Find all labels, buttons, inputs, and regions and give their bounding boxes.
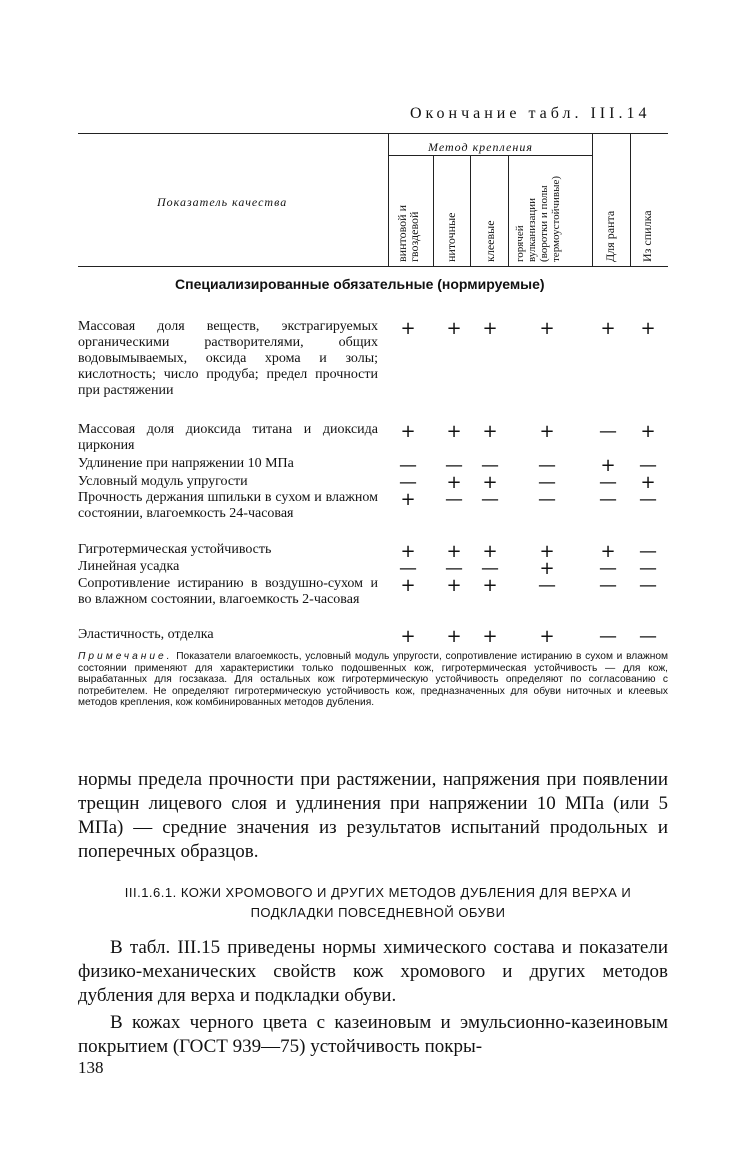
table-cell-mark: —	[399, 455, 417, 476]
row-label: Сопротивление истиранию в воздушно-сухом и во влажном состоянии, влагоемкость 2-часовая	[78, 576, 378, 607]
table-cell-mark: +	[482, 472, 498, 493]
table-caption: Окончание табл. III.14	[410, 105, 651, 122]
table-cell-mark: —	[599, 575, 617, 596]
table-header-bottom-rule	[78, 266, 668, 267]
method-group-header: Метод крепления	[428, 140, 533, 154]
table-cell-mark: +	[482, 626, 498, 647]
table-cell-mark: +	[600, 455, 616, 476]
section-title: Специализированные обязательные (нормируемые)	[175, 276, 545, 292]
column-header: Из спилка	[640, 210, 654, 262]
table-cell-mark: +	[482, 541, 498, 562]
row-label: Прочность держания шпильки в сухом и влажном состоянии, влагоемкость 24-часовая	[78, 490, 378, 521]
table-cell-mark: +	[400, 626, 416, 647]
table-cell-mark: +	[600, 541, 616, 562]
table-cell-mark: +	[640, 421, 656, 442]
table-cell-mark: —	[639, 626, 657, 647]
table-cell-mark: —	[639, 455, 657, 476]
column-header: горячей вулканизации (воротки и полы термоустойчивые)	[514, 175, 562, 262]
method-group-rule	[388, 155, 592, 156]
table-cell-mark: —	[538, 489, 556, 510]
table-cell-mark: +	[446, 541, 462, 562]
table-cell-mark: —	[599, 421, 617, 442]
paragraph: В табл. III.15 приведены нормы химического состава и показатели физико-механических свойств кож хромового и других методов дубления для верха и подкладки обуви.	[78, 937, 668, 1006]
table-cell-mark: —	[538, 455, 556, 476]
table-cell-mark: +	[482, 318, 498, 339]
table-cell-mark: +	[640, 472, 656, 493]
section-heading: III.1.6.1. КОЖИ ХРОМОВОГО И ДРУГИХ МЕТОДОВ ДУБЛЕНИЯ ДЛЯ ВЕРХА И ПОДКЛАДКИ ПОВСЕДНЕВНОЙ ОБУВИ	[124, 885, 632, 920]
table-cell-mark: —	[445, 489, 463, 510]
table-cell-mark: +	[446, 575, 462, 596]
table-note	[78, 651, 668, 709]
row-label: Массовая доля диоксида титана и диоксида циркония	[78, 422, 378, 453]
paragraph: В кожах черного цвета с казеиновым и эмульсионно-казеиновым покрытием (ГОСТ 939—75) устойчивость покры-	[78, 1012, 668, 1057]
table-cell-mark: —	[639, 489, 657, 510]
table-cell-mark: —	[538, 575, 556, 596]
paragraph: нормы предела прочности при растяжении, напряжения при появлении трещин лицевого слоя и удлинения при напряжении 10 МПа (или 5 МПа) — средние значения из результатов испытаний продольных и поперечных образцов.	[78, 769, 668, 862]
table-cell-mark: +	[446, 472, 462, 493]
column-divider	[433, 155, 434, 267]
row-label: Линейная усадка	[78, 559, 180, 574]
table-cell-mark: +	[482, 421, 498, 442]
table-cell-mark: +	[482, 575, 498, 596]
table-cell-mark: +	[539, 541, 555, 562]
table-cell-mark: —	[599, 472, 617, 493]
table-cell-mark: —	[639, 541, 657, 562]
table-cell-mark: +	[539, 318, 555, 339]
page-number: 138	[78, 1058, 104, 1077]
table-cell-mark: +	[400, 489, 416, 510]
table-cell-mark: +	[539, 421, 555, 442]
table-cell-mark: —	[445, 558, 463, 579]
note-lead: Примечание.	[78, 651, 173, 662]
row-label: Гигротермическая устойчивость	[78, 542, 272, 557]
table-top-rule	[78, 133, 668, 134]
table-cell-mark: +	[400, 421, 416, 442]
table-cell-mark: +	[539, 626, 555, 647]
table-cell-mark: —	[481, 455, 499, 476]
column-divider	[508, 155, 509, 267]
row-label: Эластичность, отделка	[78, 627, 214, 642]
table-cell-mark: —	[639, 558, 657, 579]
row-label: Удлинение при напряжении 10 МПа	[78, 456, 294, 471]
table-cell-mark: —	[481, 558, 499, 579]
table-cell-mark: —	[599, 489, 617, 510]
column-header: Для ранта	[603, 210, 617, 262]
table-cell-mark: —	[599, 626, 617, 647]
quality-column-header: Показатель качества	[157, 195, 288, 209]
table-cell-mark: +	[400, 575, 416, 596]
column-header: ниточные	[444, 212, 458, 262]
column-divider	[470, 155, 471, 267]
table-cell-mark: +	[400, 318, 416, 339]
column-divider	[592, 133, 593, 267]
note-text: Показатели влагоемкость, условный модуль упругости, сопротивление истиранию в сухом и влажном состоянии применяют для характеристики только подошвенных кож, гигротермическая устойчивость — для кож, вырабатанных для госзаказа. Для остальных кож гигротермическую устойчивость определяют по согласованию с потребителем. Не определяют гигротермическую устойчивость кож, предназначенных для обуви ниточных и клеевых методов крепления, кож комбинированных методов дубления.	[78, 651, 668, 709]
table-cell-mark: +	[539, 558, 555, 579]
table-cell-mark: —	[599, 558, 617, 579]
table-cell-mark: +	[600, 318, 616, 339]
table-cell-mark: +	[446, 318, 462, 339]
table-cell-mark: —	[445, 455, 463, 476]
table-cell-mark: —	[639, 575, 657, 596]
table-cell-mark: +	[640, 318, 656, 339]
table-cell-mark: +	[446, 421, 462, 442]
column-divider	[388, 133, 389, 267]
column-divider	[630, 133, 631, 267]
row-label: Условный модуль упругости	[78, 474, 248, 489]
column-header: клеевые	[483, 220, 497, 262]
table-cell-mark: —	[538, 472, 556, 493]
table-cell-mark: +	[400, 541, 416, 562]
table-cell-mark: —	[481, 489, 499, 510]
table-cell-mark: —	[399, 558, 417, 579]
table-cell-mark: —	[399, 472, 417, 493]
row-label: Массовая доля веществ, экстрагируемых органическими растворителями, общих водовымываемых, оксида хрома и золы; кислотность; число продуба; предел прочности при растяжении	[78, 319, 378, 398]
column-header: винтовой и гвоздевой	[395, 204, 421, 262]
table-cell-mark: +	[446, 626, 462, 647]
